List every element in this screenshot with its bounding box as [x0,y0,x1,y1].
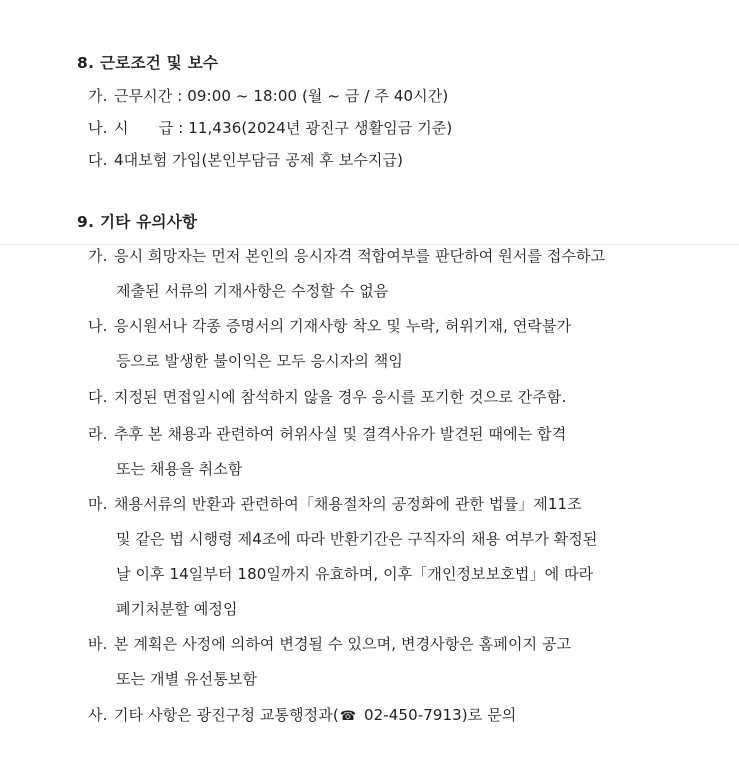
item-marker: 라. [88,425,108,443]
item-marker: 바. [88,635,108,653]
item-marker: 사. [88,706,108,724]
phone-icon: ☎ [339,709,357,724]
item-text: 응시원서나 각종 증명서의 기재사항 착오 및 누락, 허위기재, 연락불가 [114,317,572,335]
list-item [88,380,566,415]
item-text-continued: 또는 채용을 취소함 [116,460,243,478]
item-marker: 나. [88,317,108,335]
list-item [88,487,597,627]
list-item-contact [88,698,516,734]
item-text: 응시 희망자는 먼저 본인의 응시자격 적합여부를 판단하여 원서를 접수하고 [114,247,606,265]
item-text-continued: 제출된 서류의 기재사항은 수정할 수 없음 [116,282,389,300]
list-item [88,627,571,697]
section-heading-9: 9. 기타 유의사항 [77,213,198,231]
item-text: 근무시간 : 09:00 ~ 18:00 (월 ~ 금 / 주 40시간) [114,87,449,105]
list-item [88,417,566,487]
item-marker: 나. [88,119,108,137]
contact-text-after: 02-450-7913)로 문의 [359,706,517,724]
item-text-continued: 또는 개별 유선통보함 [116,670,258,688]
list-item [88,309,571,379]
item-marker: 가. [88,247,108,265]
list-item [88,143,403,178]
contact-text-before: 기타 사항은 광진구청 교통행정과( [114,706,339,724]
item-marker: 다. [88,151,108,169]
item-text-continued: 날 이후 14일부터 180일까지 유효하며, 이후「개인정보보호법」에 따라 [116,565,594,583]
list-item [88,239,605,309]
item-text-continued: 등으로 발생한 불이익은 모두 응시자의 책임 [116,352,403,370]
item-text: 시 급 : 11,436(2024년 광진구 생활임금 기준) [114,119,453,137]
section-heading-8: 8. 근로조건 및 보수 [77,54,219,72]
item-text-continued: 폐기처분할 예정임 [116,600,238,618]
item-text: 지정된 면접일시에 참석하지 않을 경우 응시를 포기한 것으로 간주함. [114,388,567,406]
item-marker: 다. [88,388,108,406]
list-item [88,111,452,146]
item-text: 채용서류의 반환과 관련하여「채용절차의 공정화에 관한 법률」제11조 [114,495,582,513]
item-text-continued: 및 같은 법 시행령 제4조에 따라 반환기간은 구직자의 채용 여부가 확정된 [116,530,598,548]
item-text: 추후 본 채용과 관련하여 허위사실 및 결격사유가 발견된 때에는 합격 [114,425,567,443]
item-marker: 가. [88,87,108,105]
item-marker: 마. [88,495,108,513]
list-item [88,79,448,114]
item-text: 본 계획은 사정에 의하여 변경될 수 있으며, 변경사항은 홈페이지 공고 [114,635,572,653]
item-text: 4대보험 가입(본인부담금 공제 후 보수지급) [114,151,404,169]
